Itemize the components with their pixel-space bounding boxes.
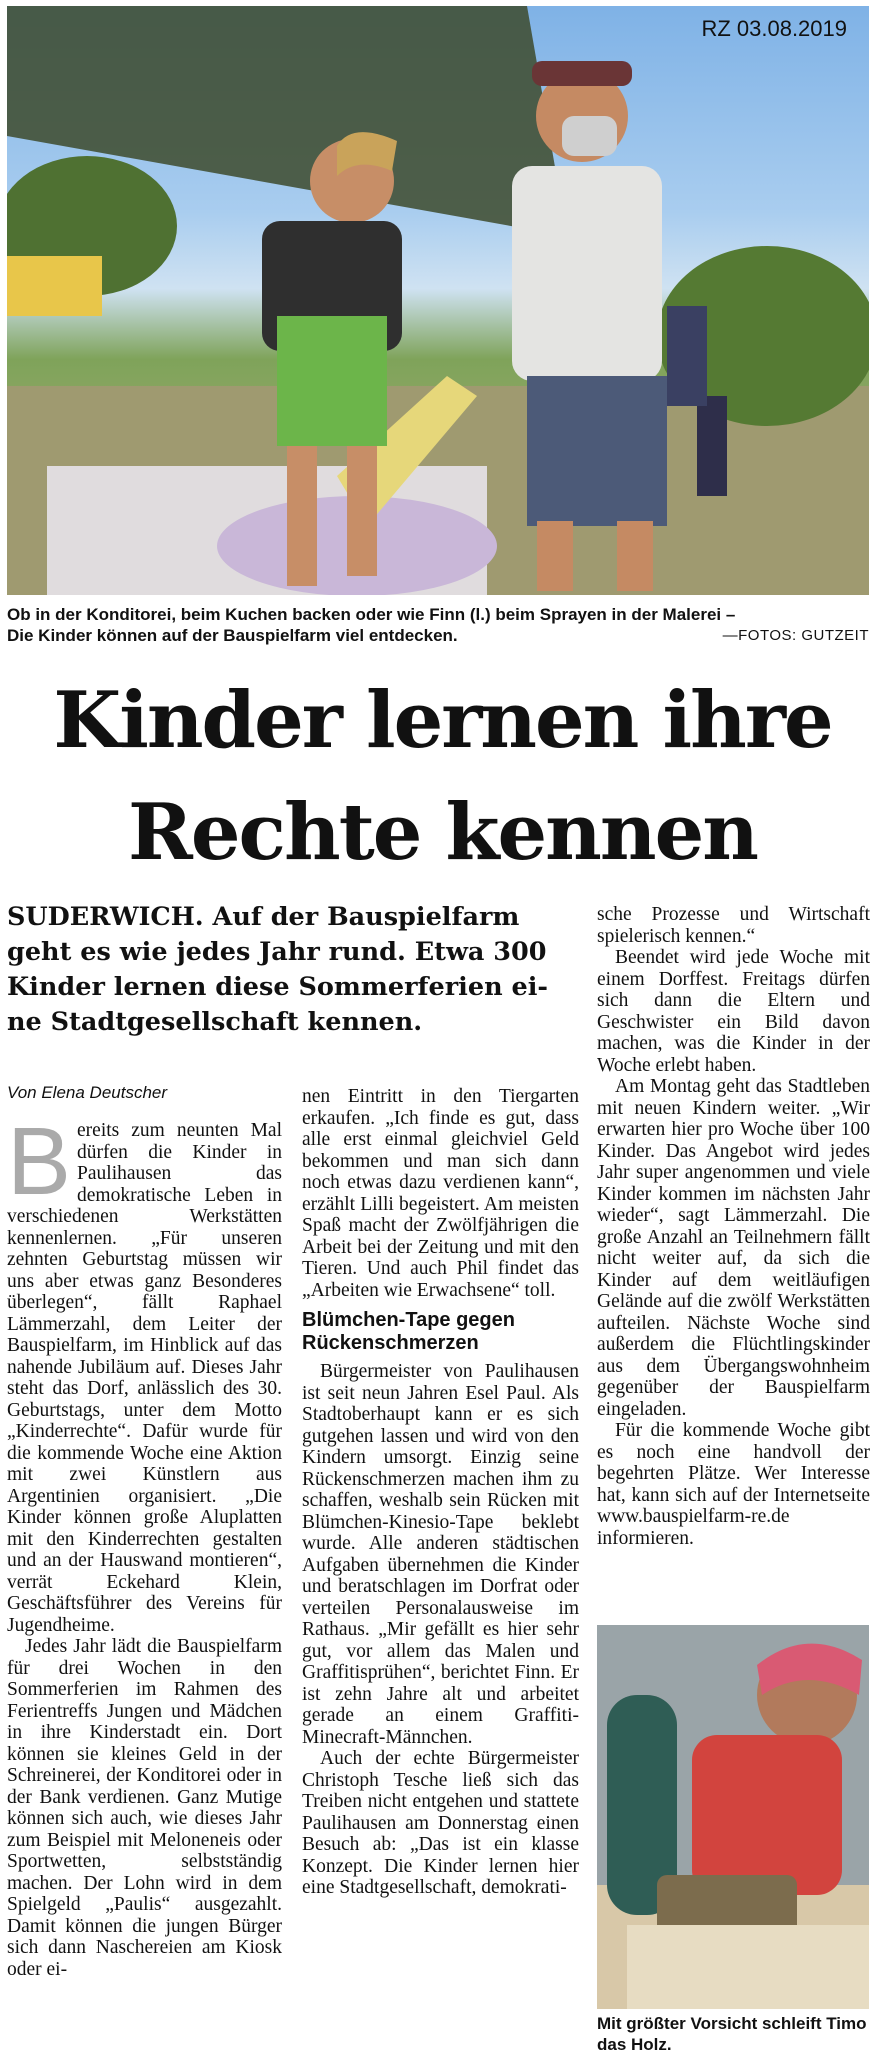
paragraph: Beendet wird jede Woche mit einem Dorffest. Freitags dürfen sich dann die Eltern und Geschwister ein Bild davon machen, was die Kinder in der Woche erlebt haben. bbox=[597, 947, 870, 1076]
paragraph: Bürgermeister von Paulihausen ist seit neun Jahren Esel Paul. Als Stadtoberhaupt kann er es sich gutgehen lassen und wird von den Kindern umsorgt. Einzig seine Rückenschmerzen machen ihm zu schaffen, weshalb sein Rücken mit Blümchen-Kinesio-Tape beklebt wurde. Alle anderen städtischen Aufgaben übernehmen die Kinder und beratschlagen im Dorfrat oder verteilen Personalausweise im Rathaus. „Mir gefällt es hier sehr gut, vor allem das Malen und Graffitisprühen“, berichtet Finn. Er ist zehn Jahre alt und arbeitet gerade an einem Graffiti-Minecraft-Männchen. bbox=[302, 1361, 579, 1748]
article-column-3 bbox=[597, 904, 870, 1549]
drop-cap: B bbox=[7, 1108, 72, 1215]
headline-line-1: Kinder lernen ihre bbox=[53, 675, 832, 766]
paragraph: Jedes Jahr lädt die Bauspielfarm für drei Wochen in den Sommerferien im Rahmen des Ferientreffs Jungen und Mädchen in ihre Kinderstadt ein. Dort können sie kleines Geld in der Schreinerei, der Konditorei oder in der Bank verdienen. Ganz Mutige können sich auch, wie dieses Jahr zum Beispiel mit Meloneneis oder Sportwetten, selbstständig machen. Der Lohn wird in dem Spielgeld „Paulis“ ausgezahlt. Damit können die jungen Bürger sich dann Naschereien am Kiosk oder ei- bbox=[7, 1636, 282, 1980]
article-column-1 bbox=[7, 1108, 282, 1980]
paragraph: sche Prozesse und Wirtschaft spielerisch kennen.“ bbox=[597, 904, 870, 947]
caption-line-2: Die Kinder können auf der Bauspielfarm viel entdecken. bbox=[7, 626, 458, 645]
photo-boy-sanding-wood bbox=[597, 1625, 869, 2009]
paragraph: Für die kommende Woche gibt es noch eine handvoll der begehrten Plätze. Wer Interesse hat, kann sich auf der Internetseite www.bauspielfarm-re.de informieren. bbox=[597, 1420, 870, 1549]
article-column-2 bbox=[302, 1086, 579, 1899]
paragraph-text: ereits zum neunten Mal dürfen die Kinder in Paulihausen das demokratische Leben in verschiedenen Werkstätten kennenlernen. „Für unseren zehnten Geburtstag müssen wir uns aber etwas ganz Besonderes überlegen“, fällt Raphael Lämmerzahl, dem Leiter der Bauspielfarm, im Hinblick auf das nahende Jubiläum auf. Dieses Jahr steht das Dorf, anlässlich des 30. Geburtstags, unter dem Motto „Kinderrechte“. Dafür wurde für die kommende Woche eine Aktion mit zwei Künstlern aus Argentinien organisiert. „Die Kinder können große Aluplatten mit den Kinderrechten gestalten und an der Hauswand montieren“, verrät Eckehard Klein, Geschäftsführer des Vereins für Jugendheime. bbox=[7, 1120, 282, 1636]
subheading: Blümchen-Tape gegen Rückenschmerzen bbox=[302, 1309, 515, 1354]
photo-illustration-bottom bbox=[597, 1625, 869, 2009]
headline bbox=[0, 665, 885, 889]
lead-paragraph: SUDERWICH. Auf der Bauspielfarm geht es wie jedes Jahr rund. Etwa 300 Kinder lernen diese Sommerferien ei-ne Stadtgesellschaft kennen. bbox=[7, 902, 548, 1037]
date-stamp: RZ 03.08.2019 bbox=[701, 16, 847, 41]
photo-illustration bbox=[7, 6, 869, 595]
caption-line-1: Ob in der Konditorei, beim Kuchen backen oder wie Finn (l.) beim Sprayen in der Malerei – bbox=[7, 605, 736, 624]
paragraph bbox=[7, 1108, 282, 1636]
paragraph: Auch der echte Bürgermeister Christoph Tesche ließ sich das Treiben nicht entgehen und stattete Paulihausen am Donnerstag einen Besuch ab: „Das ist ein klasse Konzept. Die Kinder lernen hier eine Stadtgesellschaft, demokrati- bbox=[302, 1748, 579, 1898]
photo-credit: —FOTOS: GUTZEIT bbox=[722, 627, 869, 644]
byline: Von Elena Deutscher bbox=[7, 1083, 168, 1102]
photo-caption-bottom: Mit größter Vorsicht schleift Timo das Holz. bbox=[597, 2014, 867, 2054]
photo-caption-top bbox=[7, 604, 869, 646]
paragraph: Am Montag geht das Stadtleben mit neuen Kindern weiter. „Wir erwarten hier pro Woche über 100 Kinder. Das Angebot wird jedes Jahr super angenommen und viele Kinder kommen im nächsten Jahr wieder“, sagt Lämmerzahl. Die große Anzahl an Teilnehmern fällt nicht weiter auf, da sich die Kinder auf dem weitläufigen Gelände auf die zwölf Werkstätten aufteilen. Nächste Woche sind außerdem die Flüchtlingskinder aus dem Übergangswohnheim gegenüber der Bauspielfarm eingeladen. bbox=[597, 1076, 870, 1420]
headline-line-2: Rechte kennen bbox=[128, 787, 757, 878]
photo-children-spray-painting bbox=[7, 6, 869, 595]
paragraph: nen Eintritt in den Tiergarten erkaufen. „Ich finde es gut, dass alle erst einmal gleichviel Geld bekommen und man sich dann noch etwas dazu verdienen kann“, erzählt Lilli begeistert. Am meisten Spaß macht der Zwölfjährigen die Arbeit bei der Zeitung und mit den Tieren. Und auch Phil findet das „Arbeiten wie Erwachsene“ toll. bbox=[302, 1086, 579, 1301]
